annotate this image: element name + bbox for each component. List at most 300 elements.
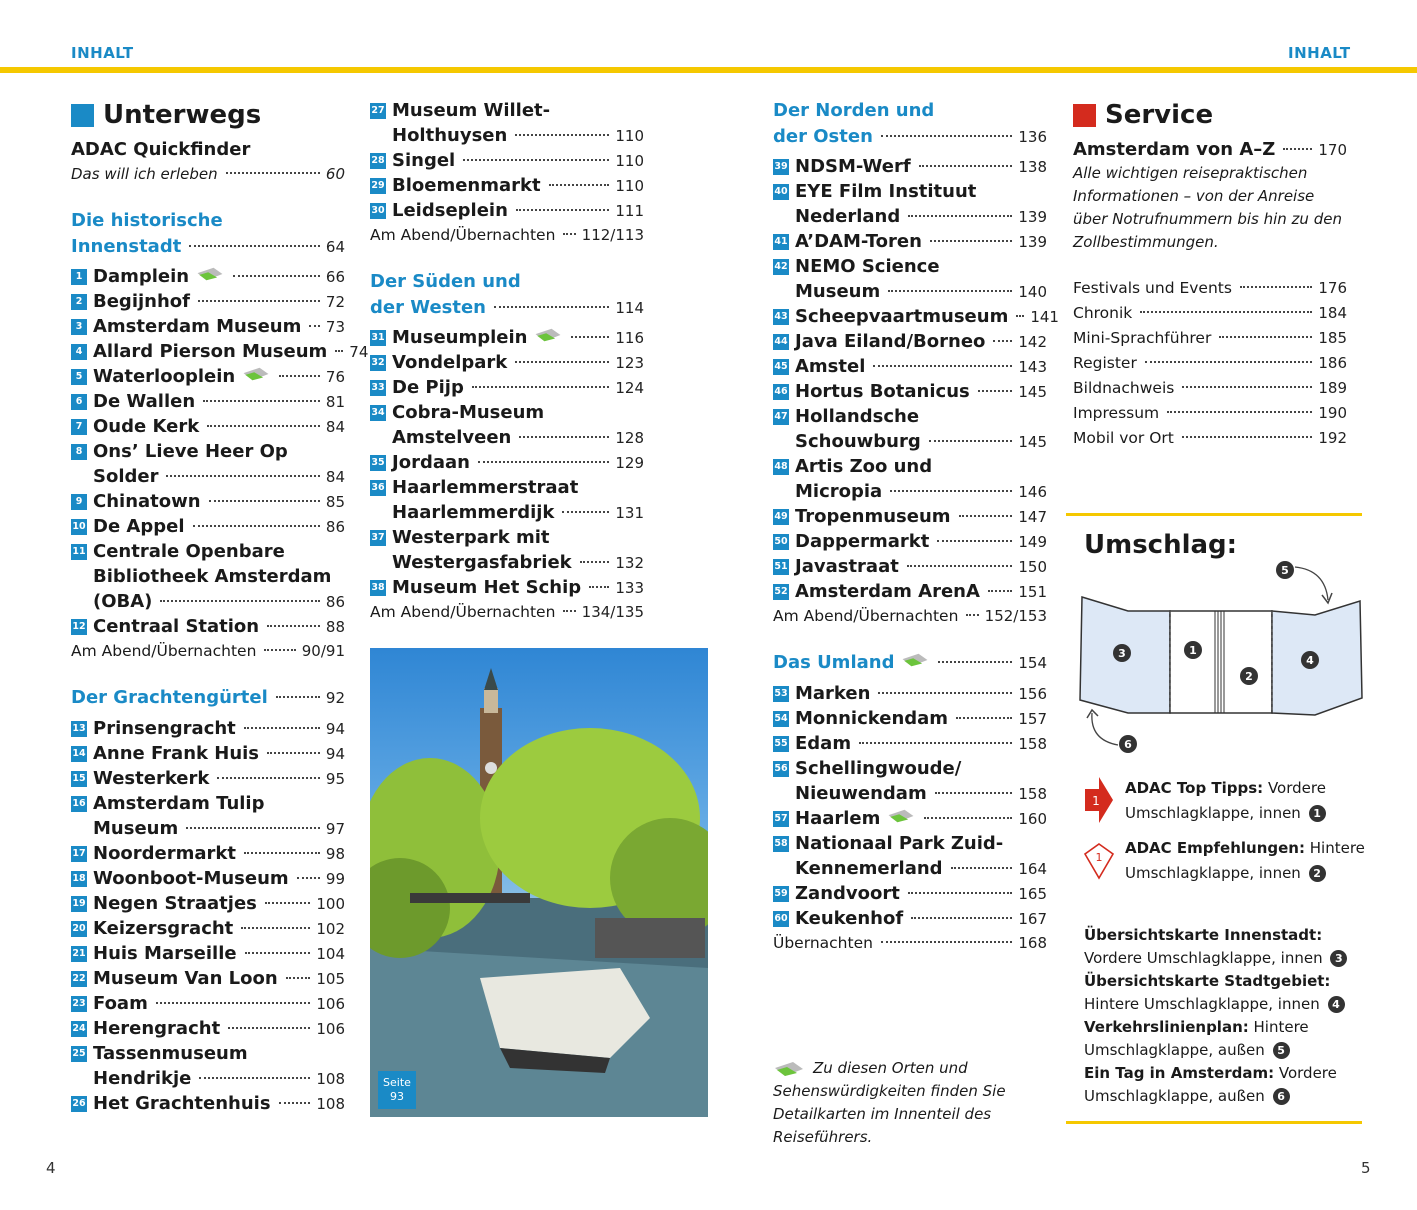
legend-text: Vordere Umschlagklappe, innen	[1125, 779, 1326, 822]
entry-title: Damplein	[93, 266, 190, 287]
toc-item[interactable]	[370, 575, 644, 600]
toc-entry[interactable]	[370, 223, 644, 248]
entry-title: der Westen	[370, 296, 486, 318]
dot-leader	[267, 752, 320, 754]
entry-title: Zandvoort	[795, 882, 900, 904]
dot-leader	[1140, 311, 1312, 313]
toc-item[interactable]	[71, 614, 345, 639]
entry-title: Oude Kerk	[93, 416, 200, 437]
heading-color-square	[71, 104, 94, 127]
toc-item[interactable]	[370, 400, 644, 450]
entry-title: NEMO Science	[795, 256, 940, 277]
dot-leader	[472, 386, 610, 388]
dot-leader	[1182, 436, 1313, 438]
dot-leader	[276, 696, 320, 698]
entry-page: 88	[325, 618, 345, 636]
dot-leader	[956, 717, 1012, 719]
entry-page: 100	[316, 894, 345, 913]
toc-item[interactable]	[773, 579, 1047, 604]
entry-page: 138	[1018, 158, 1047, 176]
dot-leader	[199, 1077, 310, 1079]
legend-empfehlungen	[1125, 836, 1365, 886]
entry-title: Centraal Station	[93, 616, 260, 637]
entry-title: De Wallen	[93, 391, 196, 412]
toc-column-1	[71, 98, 369, 1116]
toc-item[interactable]	[71, 364, 345, 389]
toc-item[interactable]	[773, 706, 1047, 731]
detail-map-icon	[195, 266, 225, 282]
entry-page: 84	[325, 418, 345, 436]
entry-title: Am Abend/Übernachten	[71, 642, 257, 660]
overview-marker: 3	[1330, 950, 1347, 967]
toc-item[interactable]	[370, 98, 644, 148]
entry-page: 158	[1018, 784, 1047, 803]
entry-page: 154	[1018, 654, 1047, 672]
empfehlung-diamond-icon	[1083, 842, 1115, 880]
item-number-badge: 55	[773, 736, 789, 752]
dot-leader	[549, 184, 610, 186]
item-number-badge: 60	[773, 911, 789, 927]
dot-leader	[189, 245, 320, 247]
toc-item[interactable]	[71, 514, 345, 539]
entry-title: Museumplein	[392, 327, 528, 348]
toc-entry[interactable]	[1073, 376, 1347, 401]
dot-leader	[335, 350, 343, 352]
legend-label: ADAC Empfehlungen:	[1125, 839, 1305, 857]
entry-page: 176	[1318, 279, 1347, 297]
toc-entry[interactable]	[773, 931, 1047, 956]
dot-leader	[228, 1027, 310, 1029]
item-number-badge: 10	[71, 519, 87, 535]
toc-item[interactable]	[370, 450, 644, 475]
entry-page: 167	[1018, 909, 1047, 928]
entry-page: 98	[325, 844, 345, 863]
toc-item[interactable]	[773, 831, 1047, 881]
entry-title: Centrale Openbare	[93, 541, 285, 562]
detail-map-icon	[886, 808, 916, 824]
entry-page: 149	[1018, 533, 1047, 551]
entry-page: 186	[1318, 354, 1347, 372]
dot-leader	[297, 877, 320, 879]
entry-page: 145	[1018, 433, 1047, 451]
entry-title: (OBA)	[93, 591, 153, 612]
amsterdam-canal-photo	[370, 648, 708, 1117]
toc-item[interactable]	[71, 489, 345, 514]
item-number-badge: 45	[773, 359, 789, 375]
toc-item[interactable]	[773, 154, 1047, 179]
entry-title: Schellingwoude/	[795, 757, 962, 779]
dot-leader	[515, 134, 609, 136]
top-tipp-icon-number: 1	[1092, 794, 1100, 808]
entry-page: 64	[325, 237, 345, 256]
item-number-badge: 16	[71, 796, 87, 812]
heading-text: Service	[1105, 100, 1214, 130]
entry-description: Alle wichtigen reisepraktischen Informationen – von der Anreise über Notrufnummern bis hin zu den Zollbestimmungen.	[1073, 164, 1342, 251]
entry-page: 145	[1018, 383, 1047, 401]
toc-item[interactable]	[370, 475, 644, 525]
overview-entry	[1084, 924, 1364, 970]
entry-page: 129	[615, 454, 644, 472]
entry-page: 85	[325, 493, 345, 511]
toc-section[interactable]	[71, 685, 345, 711]
toc-item[interactable]	[71, 766, 345, 791]
entry-title: ADAC Quickfinder	[71, 139, 251, 160]
toc-item[interactable]	[773, 404, 1047, 454]
item-number-badge: 43	[773, 309, 789, 325]
section-heading	[1073, 98, 1347, 132]
item-number-badge: 2	[71, 294, 87, 310]
item-number-badge: 35	[370, 455, 386, 471]
dot-leader	[993, 340, 1012, 342]
entry-title: Am Abend/Übernachten	[370, 603, 556, 621]
item-number-badge: 5	[71, 369, 87, 385]
entry-title: Haarlemmerstraat	[392, 477, 579, 498]
item-number-badge: 29	[370, 178, 386, 194]
entry-title: EYE Film Instituut	[795, 181, 977, 202]
entry-page: 132	[615, 554, 644, 572]
toc-item[interactable]	[71, 741, 345, 766]
toc-item[interactable]	[773, 504, 1047, 529]
entry-page: 140	[1018, 283, 1047, 301]
dot-leader	[203, 400, 320, 402]
entry-page: 92	[325, 689, 345, 707]
entry-page: 86	[325, 593, 345, 611]
item-number-badge: 4	[71, 344, 87, 360]
entry-page: 108	[316, 1069, 345, 1088]
toc-item[interactable]	[773, 354, 1047, 379]
entry-title: Solder	[93, 466, 159, 487]
dot-leader	[589, 586, 609, 588]
item-number-badge: 12	[71, 619, 87, 635]
entry-title: Ons’ Lieve Heer Op	[93, 441, 288, 462]
toc-item[interactable]	[773, 379, 1047, 404]
entry-title: Artis Zoo und	[795, 456, 933, 477]
dot-leader	[186, 827, 320, 829]
entry-title: Foam	[93, 992, 148, 1014]
entry-title: Negen Straatjes	[93, 892, 257, 914]
toc-item[interactable]	[773, 731, 1047, 756]
toc-entry[interactable]	[1073, 351, 1347, 376]
entry-title: Allard Pierson Museum	[93, 341, 328, 362]
entry-title: Monnickendam	[795, 707, 949, 729]
entry-title: NDSM-Werf	[795, 156, 911, 177]
item-number-badge: 56	[773, 761, 789, 777]
entry-title: Scheepvaartmuseum	[795, 306, 1009, 327]
dot-leader	[562, 511, 609, 513]
item-number-badge: 24	[71, 1021, 87, 1037]
item-number-badge: 15	[71, 771, 87, 787]
toc-entry[interactable]	[71, 639, 345, 664]
dot-leader	[209, 500, 320, 502]
toc-item[interactable]	[370, 325, 644, 350]
entry-title: Schouwburg	[795, 431, 921, 452]
entry-title: Holthuysen	[392, 125, 508, 146]
toc-item[interactable]	[71, 916, 345, 941]
toc-item[interactable]	[71, 289, 345, 314]
marker-5: 5	[1281, 564, 1289, 577]
dot-leader	[873, 365, 1012, 367]
entry-title: Nieuwendam	[795, 782, 927, 804]
toc-section[interactable]	[71, 208, 345, 259]
toc-item[interactable]	[773, 806, 1047, 831]
entry-page: 81	[325, 393, 345, 411]
entry-title: A’DAM-Toren	[795, 231, 922, 252]
dot-leader	[233, 275, 320, 277]
dot-leader	[245, 952, 311, 954]
dot-leader	[463, 159, 609, 161]
toc-item[interactable]	[71, 314, 345, 339]
overview-label: Übersichtskarte Innenstadt:	[1084, 926, 1323, 944]
toc-item[interactable]	[773, 454, 1047, 504]
toc-item[interactable]	[773, 529, 1047, 554]
dot-leader	[516, 209, 609, 211]
entry-page: 94	[325, 719, 345, 738]
item-number-badge: 41	[773, 234, 789, 250]
toc-item[interactable]	[773, 756, 1047, 806]
entry-title: Mobil vor Ort	[1073, 429, 1174, 447]
toc-item[interactable]	[71, 539, 345, 614]
entry-page: 152/153	[984, 607, 1047, 625]
toc-item[interactable]	[71, 991, 345, 1016]
entry-title: Mini-Sprachführer	[1073, 329, 1212, 347]
entry-page: 150	[1018, 558, 1047, 576]
toc-entry[interactable]	[1073, 401, 1347, 426]
entry-page: 142	[1018, 333, 1047, 351]
dot-leader	[1283, 148, 1312, 150]
entry-title: Haarlem	[795, 807, 881, 829]
toc-item[interactable]	[71, 264, 345, 289]
entry-title: Marken	[795, 682, 871, 704]
item-number-badge: 36	[370, 480, 386, 496]
toc-item[interactable]	[773, 179, 1047, 229]
empfehlung-icon-number: 1	[1095, 851, 1103, 864]
toc-item[interactable]	[71, 339, 369, 364]
entry-title: Edam	[795, 732, 852, 754]
entry-title: Museum	[795, 281, 881, 302]
entry-title: Der Norden und	[773, 100, 935, 121]
entry-title: Übernachten	[773, 933, 873, 952]
entry-title: Keukenhof	[795, 907, 904, 929]
entry-title: Nederland	[795, 206, 901, 227]
toc-item[interactable]	[71, 891, 345, 916]
dot-leader	[519, 436, 609, 438]
dot-leader	[265, 902, 310, 904]
photo-badge-page: 93	[390, 1090, 404, 1103]
dot-leader	[930, 240, 1012, 242]
legend-marker: 2	[1309, 865, 1326, 882]
dot-leader	[951, 867, 1013, 869]
item-number-badge: 23	[71, 996, 87, 1012]
toc-item[interactable]	[773, 229, 1047, 254]
toc-entry[interactable]	[370, 600, 644, 625]
entry-page: 76	[325, 368, 345, 386]
entry-page: 110	[615, 127, 644, 145]
entry-page: 66	[325, 268, 345, 286]
toc-item[interactable]	[773, 254, 1047, 304]
toc-item[interactable]	[71, 716, 345, 741]
toc-item[interactable]	[773, 554, 1047, 579]
toc-item[interactable]	[71, 1041, 345, 1091]
toc-entry[interactable]	[1073, 301, 1347, 326]
dot-leader	[924, 817, 1012, 819]
toc-item[interactable]	[71, 1016, 345, 1041]
dot-leader	[988, 590, 1012, 592]
toc-item[interactable]	[71, 414, 345, 439]
entry-title: Westerpark mit	[392, 527, 550, 548]
toc-entry[interactable]	[1073, 137, 1347, 162]
toc-entry[interactable]	[1073, 326, 1347, 351]
dot-leader	[279, 375, 320, 377]
entry-page: 190	[1318, 404, 1347, 422]
dot-leader	[160, 600, 320, 602]
legend-text: Hintere Umschlagklappe, innen	[1125, 839, 1365, 882]
dot-leader	[1219, 336, 1312, 338]
dot-leader	[938, 661, 1012, 663]
toc-entry[interactable]	[1073, 426, 1347, 451]
dot-leader	[1016, 315, 1024, 317]
dot-leader	[193, 525, 320, 527]
entry-page: 157	[1018, 709, 1047, 728]
marker-1: 1	[1189, 644, 1197, 657]
item-number-badge: 31	[370, 330, 386, 346]
dot-leader	[890, 490, 1012, 492]
toc-column-4	[1073, 98, 1347, 451]
dot-leader	[580, 561, 610, 563]
entry-title: Bibliotheek Amsterdam	[93, 566, 332, 587]
entry-page: 143	[1018, 358, 1047, 376]
entry-title: Nationaal Park Zuid-	[795, 832, 1004, 854]
header-right: INHALT	[1288, 44, 1351, 62]
toc-item[interactable]	[370, 350, 644, 375]
entry-page: 156	[1018, 684, 1047, 703]
toc-item[interactable]	[370, 173, 644, 198]
entry-page: 110	[615, 152, 644, 170]
dot-leader	[881, 135, 1012, 137]
photo-page-badge	[378, 1071, 416, 1109]
toc-section[interactable]	[773, 98, 1047, 149]
toc-item[interactable]	[71, 966, 345, 991]
toc-item[interactable]	[71, 791, 345, 841]
entry-page: 185	[1318, 329, 1347, 347]
overview-entry	[1084, 1016, 1364, 1062]
entry-page: 160	[1018, 809, 1047, 828]
entry-title: Innenstadt	[71, 235, 182, 257]
item-number-badge: 32	[370, 355, 386, 371]
legend-top-tipps	[1125, 776, 1365, 826]
entry-title: Westergasfabriek	[392, 552, 572, 573]
toc-item[interactable]	[773, 681, 1047, 706]
toc-item[interactable]	[773, 906, 1047, 931]
entry-page: 112/113	[581, 226, 644, 244]
toc-item[interactable]	[370, 375, 644, 400]
entry-title: Museum Het Schip	[392, 577, 582, 598]
entry-title: Kennemerland	[795, 857, 943, 879]
toc-item[interactable]	[71, 866, 345, 891]
item-number-badge: 21	[71, 946, 87, 962]
toc-entry[interactable]	[71, 162, 345, 187]
entry-page: 99	[325, 869, 345, 888]
entry-title: Westerkerk	[93, 767, 210, 789]
toc-item[interactable]	[71, 841, 345, 866]
dot-leader	[878, 692, 1012, 694]
cover-title: Umschlag:	[1084, 530, 1238, 560]
entry-title: Tassenmuseum	[93, 1042, 248, 1064]
item-number-badge: 46	[773, 384, 789, 400]
entry-title: Haarlemmerdijk	[392, 502, 555, 523]
item-number-badge: 53	[773, 686, 789, 702]
entry-page: 111	[615, 202, 644, 220]
toc-item[interactable]	[370, 525, 644, 575]
toc-entry[interactable]	[71, 137, 345, 162]
dot-leader	[908, 215, 1012, 217]
toc-item[interactable]	[773, 881, 1047, 906]
entry-page: 165	[1018, 884, 1047, 903]
item-number-badge: 59	[773, 886, 789, 902]
toc-entry[interactable]	[773, 604, 1047, 629]
toc-section[interactable]	[370, 269, 644, 320]
dot-leader	[244, 852, 320, 854]
entry-page: 94	[325, 744, 345, 763]
entry-title: Amstelveen	[392, 427, 512, 448]
toc-item[interactable]	[773, 304, 1059, 329]
entry-title: Dappermarkt	[795, 531, 930, 552]
entry-title: Das Umland	[773, 652, 895, 673]
overview-label: Übersichtskarte Stadtgebiet:	[1084, 972, 1331, 990]
entry-page: 106	[316, 994, 345, 1013]
item-number-badge: 8	[71, 444, 87, 460]
dot-leader	[515, 361, 609, 363]
item-number-badge: 26	[71, 1096, 87, 1112]
entry-title: Am Abend/Übernachten	[370, 226, 556, 244]
toc-item[interactable]	[71, 389, 345, 414]
toc-item[interactable]	[71, 941, 345, 966]
item-number-badge: 9	[71, 494, 87, 510]
entry-page: 170	[1318, 141, 1347, 159]
item-number-badge: 1	[71, 269, 87, 285]
item-number-badge: 13	[71, 721, 87, 737]
entry-title: Amsterdam Museum	[93, 316, 302, 337]
item-number-badge: 19	[71, 896, 87, 912]
toc-item[interactable]	[71, 1091, 345, 1116]
entry-title: Begijnhof	[93, 291, 190, 312]
toc-item[interactable]	[370, 198, 644, 223]
marker-6: 6	[1124, 738, 1132, 751]
entry-page: 104	[316, 944, 345, 963]
entry-title: Hendrikje	[93, 1067, 192, 1089]
entry-page: 74	[349, 343, 369, 361]
toc-item[interactable]	[370, 148, 644, 173]
item-number-badge: 22	[71, 971, 87, 987]
entry-page: 128	[615, 429, 644, 447]
entry-title: Java Eiland/Borneo	[795, 331, 986, 352]
entry-title: Amsterdam von A–Z	[1073, 139, 1276, 160]
toc-entry[interactable]	[1073, 276, 1347, 301]
entry-page: 97	[325, 819, 345, 838]
item-number-badge: 37	[370, 530, 386, 546]
item-number-badge: 52	[773, 584, 789, 600]
entry-page: 133	[615, 579, 644, 597]
legend-marker: 1	[1309, 805, 1326, 822]
dot-leader	[226, 172, 320, 174]
toc-item[interactable]	[773, 329, 1047, 354]
overview-text: Hintere Umschlagklappe, außen	[1084, 1018, 1309, 1059]
entry-page: 192	[1318, 429, 1347, 447]
entry-page: 147	[1018, 508, 1047, 526]
entry-page: 72	[325, 293, 345, 311]
toc-item[interactable]	[71, 439, 345, 489]
toc-section[interactable]	[773, 650, 1047, 676]
detail-map-icon	[900, 652, 930, 668]
